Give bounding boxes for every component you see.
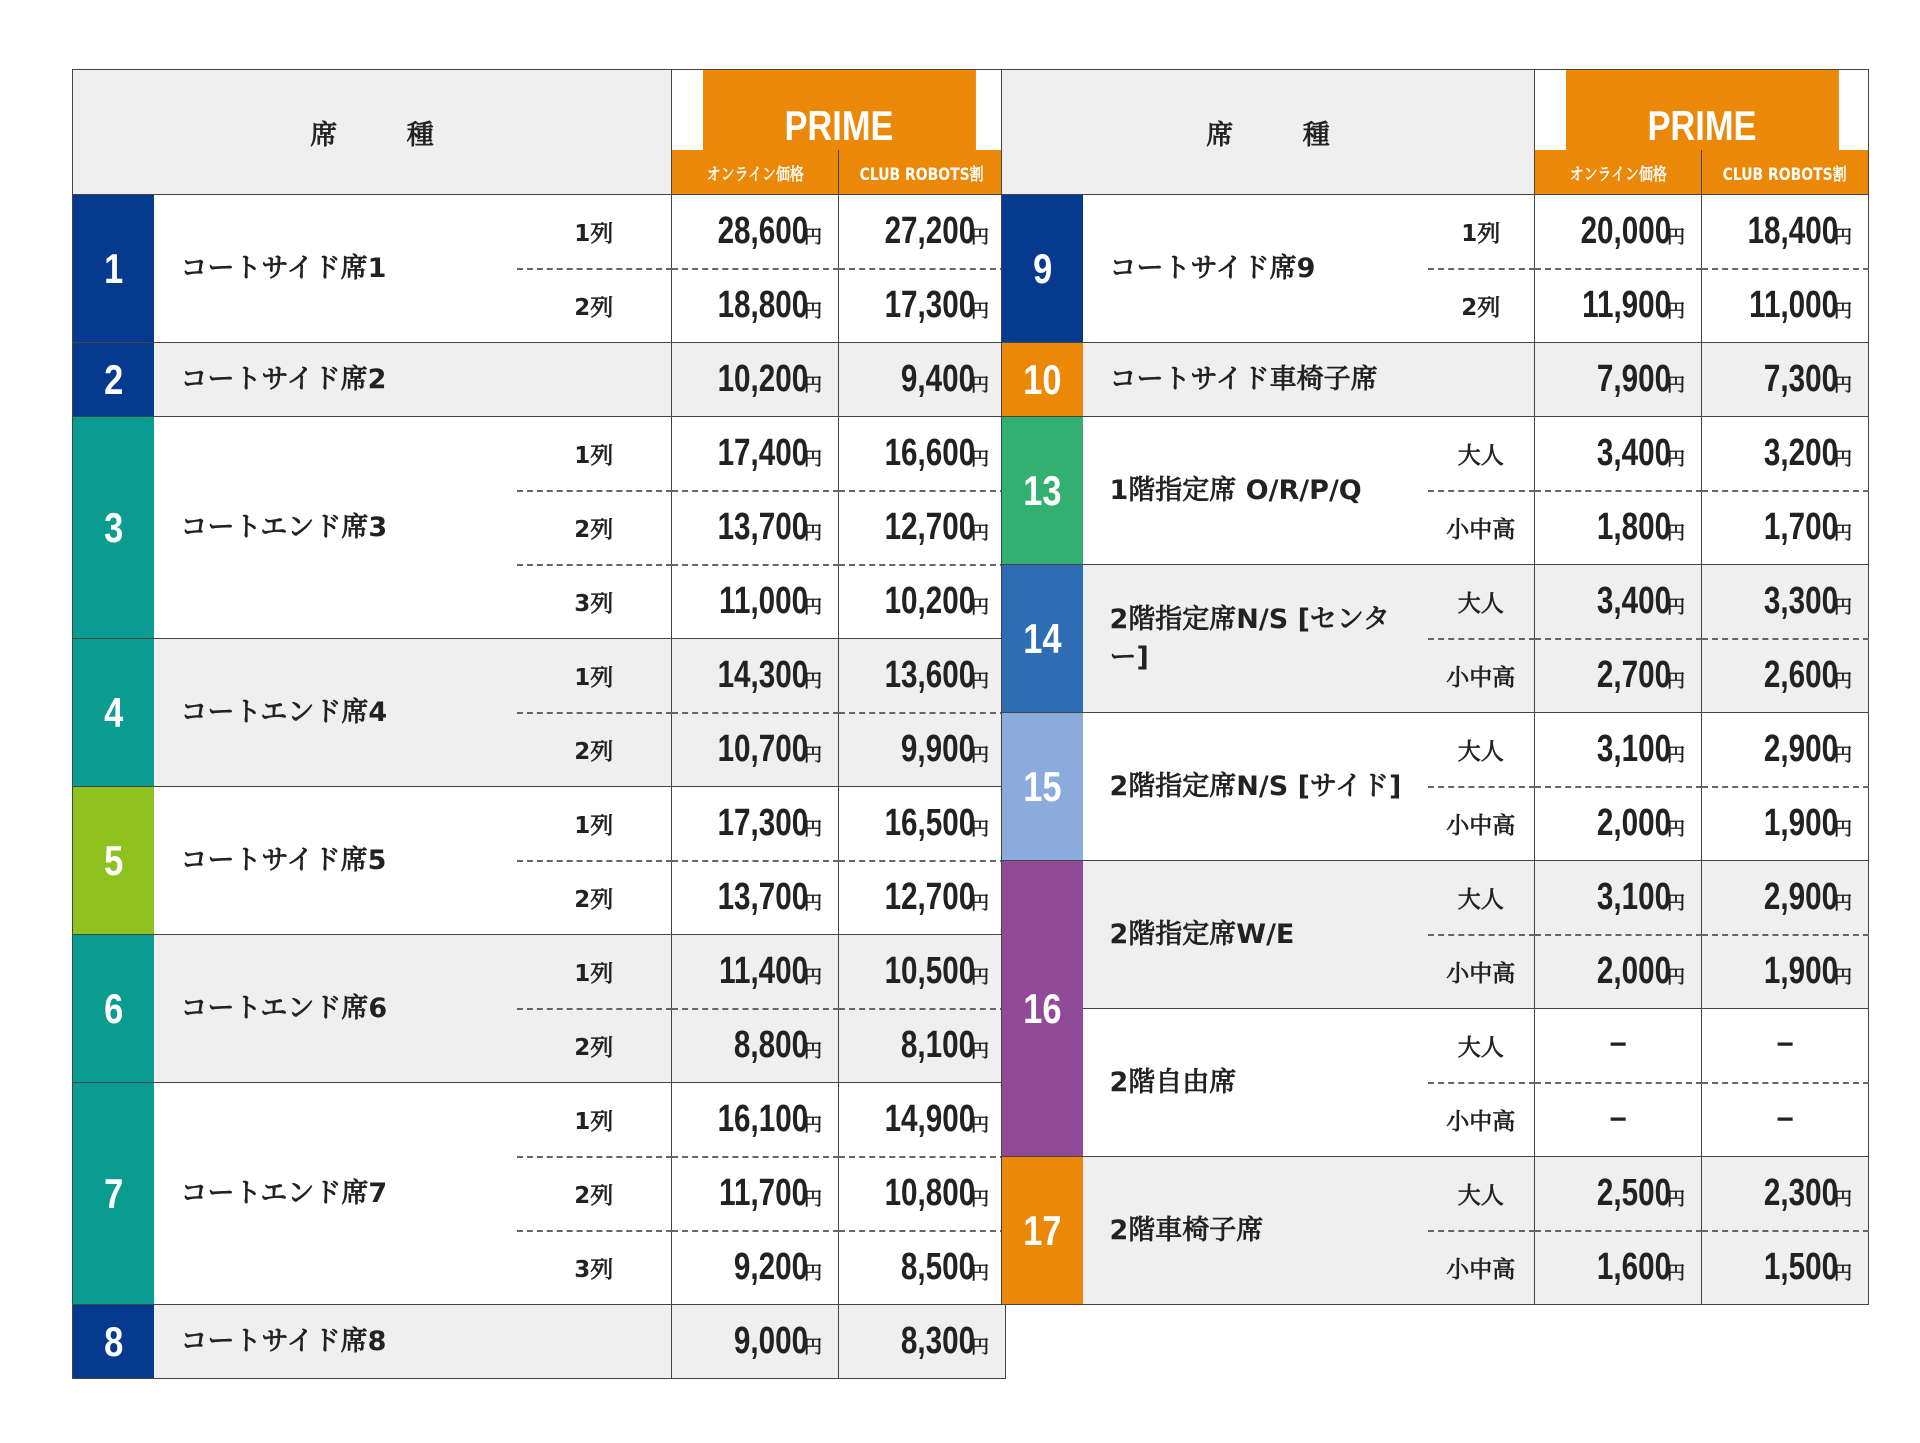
seat-number-badge: 2: [73, 343, 154, 417]
online-price: 7,900円: [1535, 343, 1702, 417]
online-price: 16,100円: [672, 1083, 839, 1157]
seat-number-badge: 10: [1002, 343, 1083, 417]
row-label: 大人: [1428, 1157, 1535, 1231]
seat-number-badge: 5: [73, 787, 154, 935]
online-price: 17,300円: [672, 787, 839, 861]
online-price-header: オンライン価格: [672, 150, 839, 195]
online-price: 10,700円: [672, 713, 839, 787]
row-label: 大人: [1428, 417, 1535, 491]
seat-number-badge: 1: [73, 195, 154, 343]
seat-number-badge: 17: [1002, 1157, 1083, 1305]
club-robots-price: 10,800円: [839, 1157, 1006, 1231]
seat-name: コートエンド席6: [154, 935, 517, 1083]
table-row: [1002, 861, 1869, 935]
seat-type-header: 席 種: [73, 70, 672, 195]
club-robots-price: 1,900円: [1702, 787, 1869, 861]
club-robots-header: CLUB ROBOTS割: [839, 150, 1006, 195]
club-robots-price: −: [1702, 1083, 1869, 1157]
table-row: [73, 195, 1006, 269]
table-row: [73, 935, 1006, 1009]
row-label: 小中高: [1428, 787, 1535, 861]
online-price: 13,700円: [672, 861, 839, 935]
prime-header: PRIME: [702, 70, 976, 151]
online-price: 10,200円: [672, 343, 839, 417]
seat-name: 2階指定席N/S [センター]: [1083, 565, 1428, 713]
online-price: 11,700円: [672, 1157, 839, 1231]
table-row: [1002, 713, 1869, 787]
online-price: 9,000円: [672, 1305, 839, 1379]
row-label: 大人: [1428, 713, 1535, 787]
online-price: 8,800円: [672, 1009, 839, 1083]
row-label: [1428, 343, 1535, 417]
club-robots-price: 8,300円: [839, 1305, 1006, 1379]
row-label: 2列: [517, 269, 672, 343]
table-row: [1002, 195, 1869, 269]
row-label: 2列: [517, 861, 672, 935]
table-row: [73, 343, 1006, 417]
seat-type-header: 席 種: [1002, 70, 1535, 195]
online-price-header: オンライン価格: [1535, 150, 1702, 195]
prime-header: PRIME: [1565, 70, 1839, 151]
club-robots-price: 3,300円: [1702, 565, 1869, 639]
table-row: [73, 417, 1006, 491]
seat-number-badge: 4: [73, 639, 154, 787]
seat-number-badge: 16: [1002, 861, 1083, 1157]
row-label: 1列: [517, 195, 672, 269]
seat-name: 2階車椅子席: [1083, 1157, 1428, 1305]
online-price: 2,000円: [1535, 787, 1702, 861]
online-price: 18,800円: [672, 269, 839, 343]
row-label: 小中高: [1428, 491, 1535, 565]
club-robots-price: 17,300円: [839, 269, 1006, 343]
club-robots-price: 1,500円: [1702, 1231, 1869, 1305]
row-label: 1列: [517, 1083, 672, 1157]
row-label: 1列: [517, 639, 672, 713]
seat-number-badge: 15: [1002, 713, 1083, 861]
club-robots-header: CLUB ROBOTS割: [1702, 150, 1869, 195]
row-label: 1列: [517, 417, 672, 491]
seat-number-badge: 9: [1002, 195, 1083, 343]
seat-number-badge: 7: [73, 1083, 154, 1305]
online-price: −: [1535, 1009, 1702, 1083]
online-price: 11,400円: [672, 935, 839, 1009]
row-label: 小中高: [1428, 639, 1535, 713]
club-robots-price: 14,900円: [839, 1083, 1006, 1157]
online-price: 28,600円: [672, 195, 839, 269]
online-price: 3,100円: [1535, 861, 1702, 935]
club-robots-price: 9,900円: [839, 713, 1006, 787]
club-robots-price: 1,700円: [1702, 491, 1869, 565]
seat-name: コートエンド席3: [154, 417, 517, 639]
club-robots-price: 8,500円: [839, 1231, 1006, 1305]
price-table-left: [72, 69, 1006, 1379]
club-robots-price: 12,700円: [839, 491, 1006, 565]
seat-name: コートサイド席1: [154, 195, 517, 343]
club-robots-price: 2,900円: [1702, 713, 1869, 787]
seat-name: コートサイド車椅子席: [1083, 343, 1428, 417]
table-row: [1002, 343, 1869, 417]
row-label: [517, 1305, 672, 1379]
club-robots-price: 13,600円: [839, 639, 1006, 713]
row-label: 2列: [517, 713, 672, 787]
row-label: 2列: [1428, 269, 1535, 343]
club-robots-price: 8,100円: [839, 1009, 1006, 1083]
seat-number-badge: 6: [73, 935, 154, 1083]
seat-name: 1階指定席 O/R/P/Q: [1083, 417, 1428, 565]
table-row: [1002, 565, 1869, 639]
online-price: −: [1535, 1083, 1702, 1157]
seat-number-badge: 8: [73, 1305, 154, 1379]
club-robots-price: 10,500円: [839, 935, 1006, 1009]
row-label: 1列: [517, 935, 672, 1009]
online-price: 2,700円: [1535, 639, 1702, 713]
row-label: 大人: [1428, 861, 1535, 935]
table-row: [1002, 1157, 1869, 1231]
seat-name: コートエンド席7: [154, 1083, 517, 1305]
online-price: 13,700円: [672, 491, 839, 565]
online-price: 3,100円: [1535, 713, 1702, 787]
club-robots-price: 10,200円: [839, 565, 1006, 639]
seat-name: コートサイド席2: [154, 343, 517, 417]
online-price: 14,300円: [672, 639, 839, 713]
price-table-body: [73, 195, 1006, 1379]
seat-name: コートサイド席9: [1083, 195, 1428, 343]
row-label: 1列: [1428, 195, 1535, 269]
club-robots-price: 7,300円: [1702, 343, 1869, 417]
seat-name: コートサイド席8: [154, 1305, 517, 1379]
online-price: 20,000円: [1535, 195, 1702, 269]
row-label: 小中高: [1428, 1231, 1535, 1305]
seat-number-badge: 3: [73, 417, 154, 639]
online-price: 2,500円: [1535, 1157, 1702, 1231]
table-row: [1002, 417, 1869, 491]
seat-name: コートエンド席4: [154, 639, 517, 787]
club-robots-price: 11,000円: [1702, 269, 1869, 343]
club-robots-price: 27,200円: [839, 195, 1006, 269]
table-row: [1002, 1009, 1869, 1083]
row-label: 大人: [1428, 1009, 1535, 1083]
online-price: 17,400円: [672, 417, 839, 491]
online-price: 1,800円: [1535, 491, 1702, 565]
seat-name: 2階指定席N/S [サイド]: [1083, 713, 1428, 861]
price-table-right: [1001, 69, 1869, 1305]
row-label: 小中高: [1428, 1083, 1535, 1157]
seat-name: 2階自由席: [1083, 1009, 1428, 1157]
seat-number-badge: 13: [1002, 417, 1083, 565]
table-row: [73, 787, 1006, 861]
table-row: [73, 1305, 1006, 1379]
club-robots-price: 1,900円: [1702, 935, 1869, 1009]
row-label: 2列: [517, 1009, 672, 1083]
club-robots-price: −: [1702, 1009, 1869, 1083]
club-robots-price: 16,500円: [839, 787, 1006, 861]
row-label: 小中高: [1428, 935, 1535, 1009]
row-label: 2列: [517, 1157, 672, 1231]
seat-name: 2階指定席W/E: [1083, 861, 1428, 1009]
club-robots-price: 2,900円: [1702, 861, 1869, 935]
row-label: 3列: [517, 1231, 672, 1305]
seat-name: コートサイド席5: [154, 787, 517, 935]
club-robots-price: 9,400円: [839, 343, 1006, 417]
price-table-body: [1002, 195, 1869, 1305]
table-row: [73, 1083, 1006, 1157]
club-robots-price: 2,600円: [1702, 639, 1869, 713]
club-robots-price: 12,700円: [839, 861, 1006, 935]
table-row: [73, 639, 1006, 713]
online-price: 2,000円: [1535, 935, 1702, 1009]
online-price: 3,400円: [1535, 565, 1702, 639]
online-price: 11,900円: [1535, 269, 1702, 343]
row-label: 3列: [517, 565, 672, 639]
row-label: 2列: [517, 491, 672, 565]
club-robots-price: 16,600円: [839, 417, 1006, 491]
online-price: 9,200円: [672, 1231, 839, 1305]
online-price: 11,000円: [672, 565, 839, 639]
row-label: 大人: [1428, 565, 1535, 639]
online-price: 1,600円: [1535, 1231, 1702, 1305]
online-price: 3,400円: [1535, 417, 1702, 491]
club-robots-price: 18,400円: [1702, 195, 1869, 269]
row-label: [517, 343, 672, 417]
club-robots-price: 2,300円: [1702, 1157, 1869, 1231]
club-robots-price: 3,200円: [1702, 417, 1869, 491]
seat-number-badge: 14: [1002, 565, 1083, 713]
row-label: 1列: [517, 787, 672, 861]
